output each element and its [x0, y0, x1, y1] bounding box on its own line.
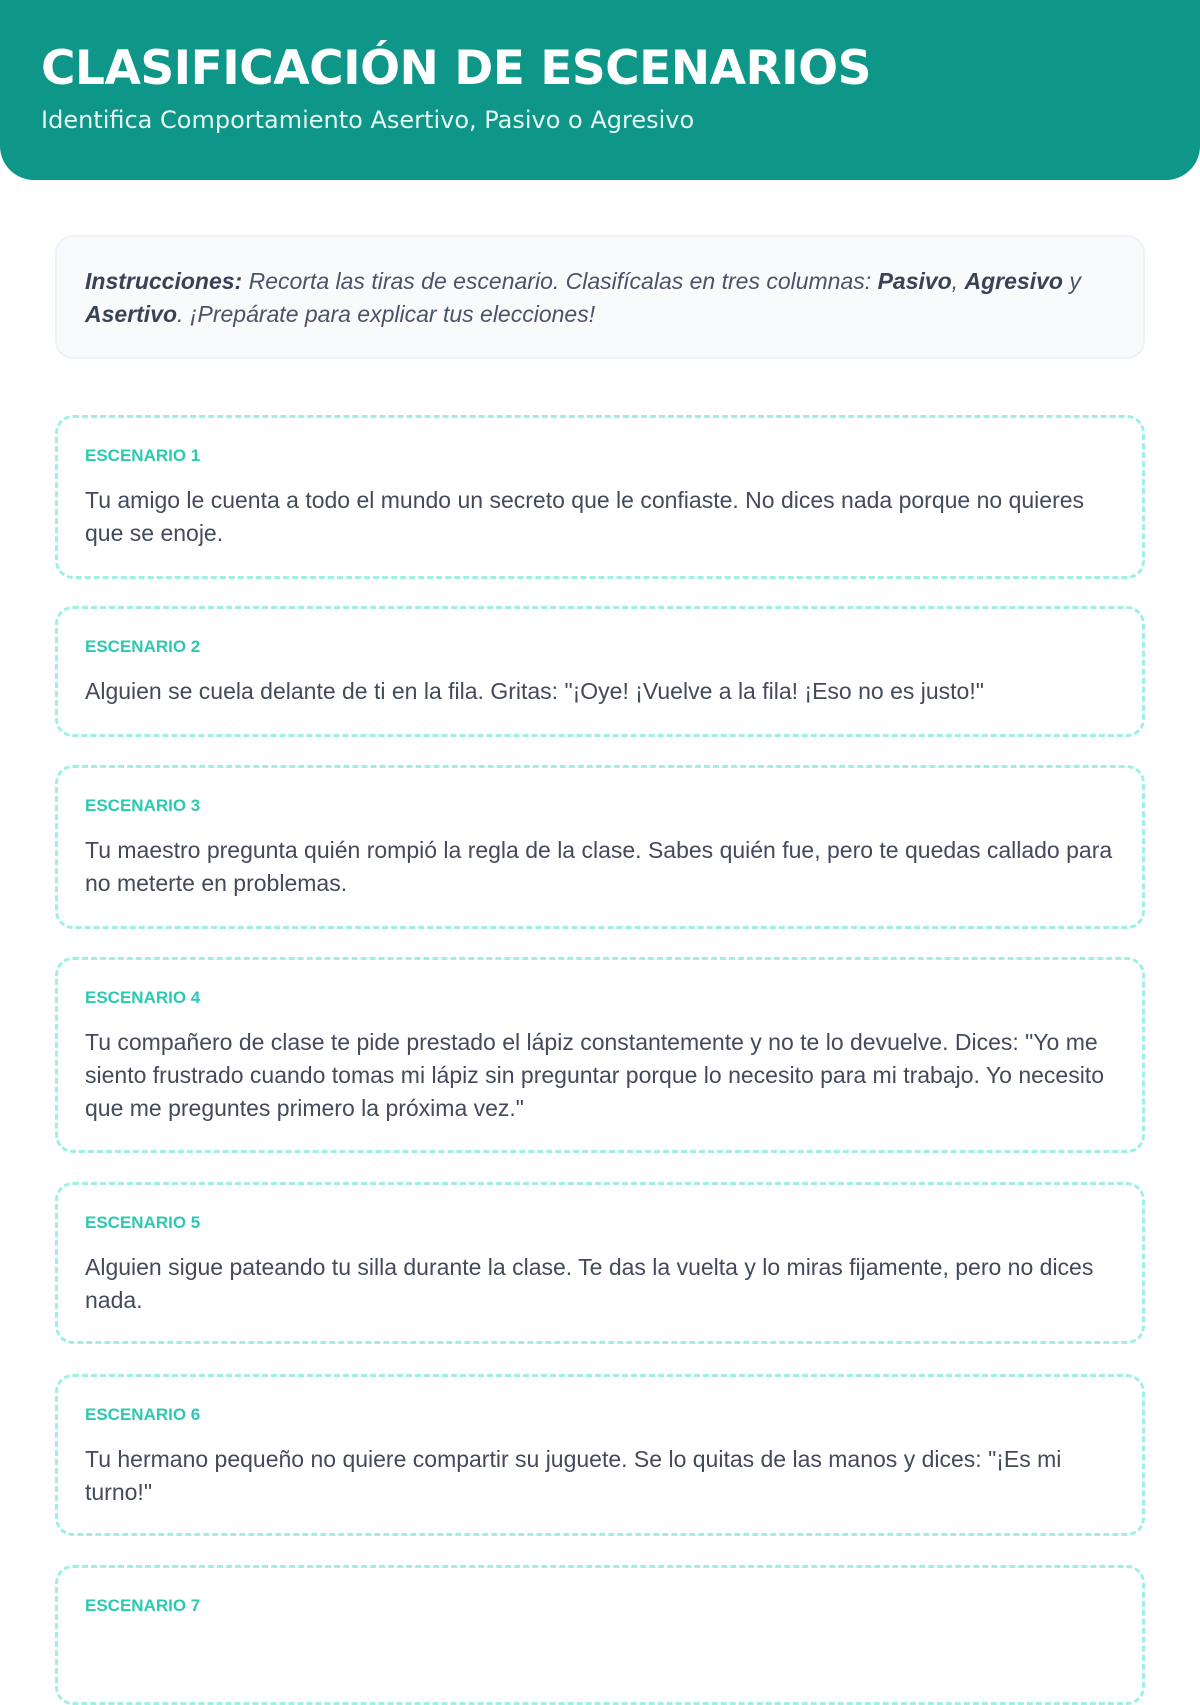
scenario-label: ESCENARIO 5 — [85, 1213, 201, 1232]
instructions-separator: , — [951, 268, 965, 294]
scenario-label: ESCENARIO 2 — [85, 637, 201, 656]
page-title: CLASIFICACIÓN DE ESCENARIOS — [41, 41, 871, 96]
page-subtitle: Identifica Comportamiento Asertivo, Pasivo o Agresivo — [41, 106, 695, 134]
instructions-lead: Instrucciones: — [85, 268, 243, 294]
scenario-card-1 — [55, 415, 1145, 579]
scenario-label: ESCENARIO 7 — [85, 1596, 201, 1615]
scenario-label: ESCENARIO 3 — [85, 796, 201, 815]
scenario-label: ESCENARIO 6 — [85, 1405, 201, 1424]
instructions-text-end: . ¡Prepárate para explicar tus elecciones! — [177, 301, 596, 327]
scenario-card-7 — [55, 1565, 1145, 1705]
scenario-label: ESCENARIO 4 — [85, 988, 201, 1007]
scenario-text: Tu maestro pregunta quién rompió la regla de la clase. Sabes quién fue, pero te quedas callado para no meterte en problemas. — [85, 837, 1113, 896]
scenario-text: Tu amigo le cuenta a todo el mundo un secreto que le confiaste. No dices nada porque no quieres que se enoje. — [85, 487, 1085, 546]
scenario-card-2 — [55, 606, 1145, 737]
scenario-card-5 — [55, 1182, 1145, 1344]
scenario-text: Tu hermano pequeño no quiere compartir su juguete. Se lo quitas de las manos y dices: "¡Es mi turno!" — [85, 1446, 1062, 1505]
scenario-text: Tu compañero de clase te pide prestado el lápiz constantemente y no te lo devuelve. Dices: "Yo me siento frustrado cuando tomas mi lápiz sin preguntar porque lo necesito para mi trabajo. Yo necesito que me preguntes primero la próxima vez." — [85, 1029, 1104, 1121]
scenario-text: Alguien sigue pateando tu silla durante la clase. Te das la vuelta y lo miras fijamente, pero no dices nada. — [85, 1254, 1094, 1313]
scenario-text: Alguien se cuela delante de ti en la fila. Gritas: "¡Oye! ¡Vuelve a la fila! ¡Eso no es justo!" — [85, 678, 984, 704]
scenario-card-6 — [55, 1374, 1145, 1536]
scenario-card-3 — [55, 765, 1145, 929]
instructions-box — [55, 235, 1145, 359]
category-asertivo: Asertivo — [85, 301, 178, 327]
page-header — [0, 0, 1200, 180]
instructions-separator: y — [1062, 268, 1081, 294]
category-pasivo: Pasivo — [877, 268, 952, 294]
scenario-label: ESCENARIO 1 — [85, 446, 201, 465]
scenario-card-4 — [55, 957, 1145, 1153]
category-agresivo: Agresivo — [964, 268, 1063, 294]
instructions-text: Recorta las tiras de escenario. Clasifícalas en tres columnas: — [242, 268, 878, 294]
